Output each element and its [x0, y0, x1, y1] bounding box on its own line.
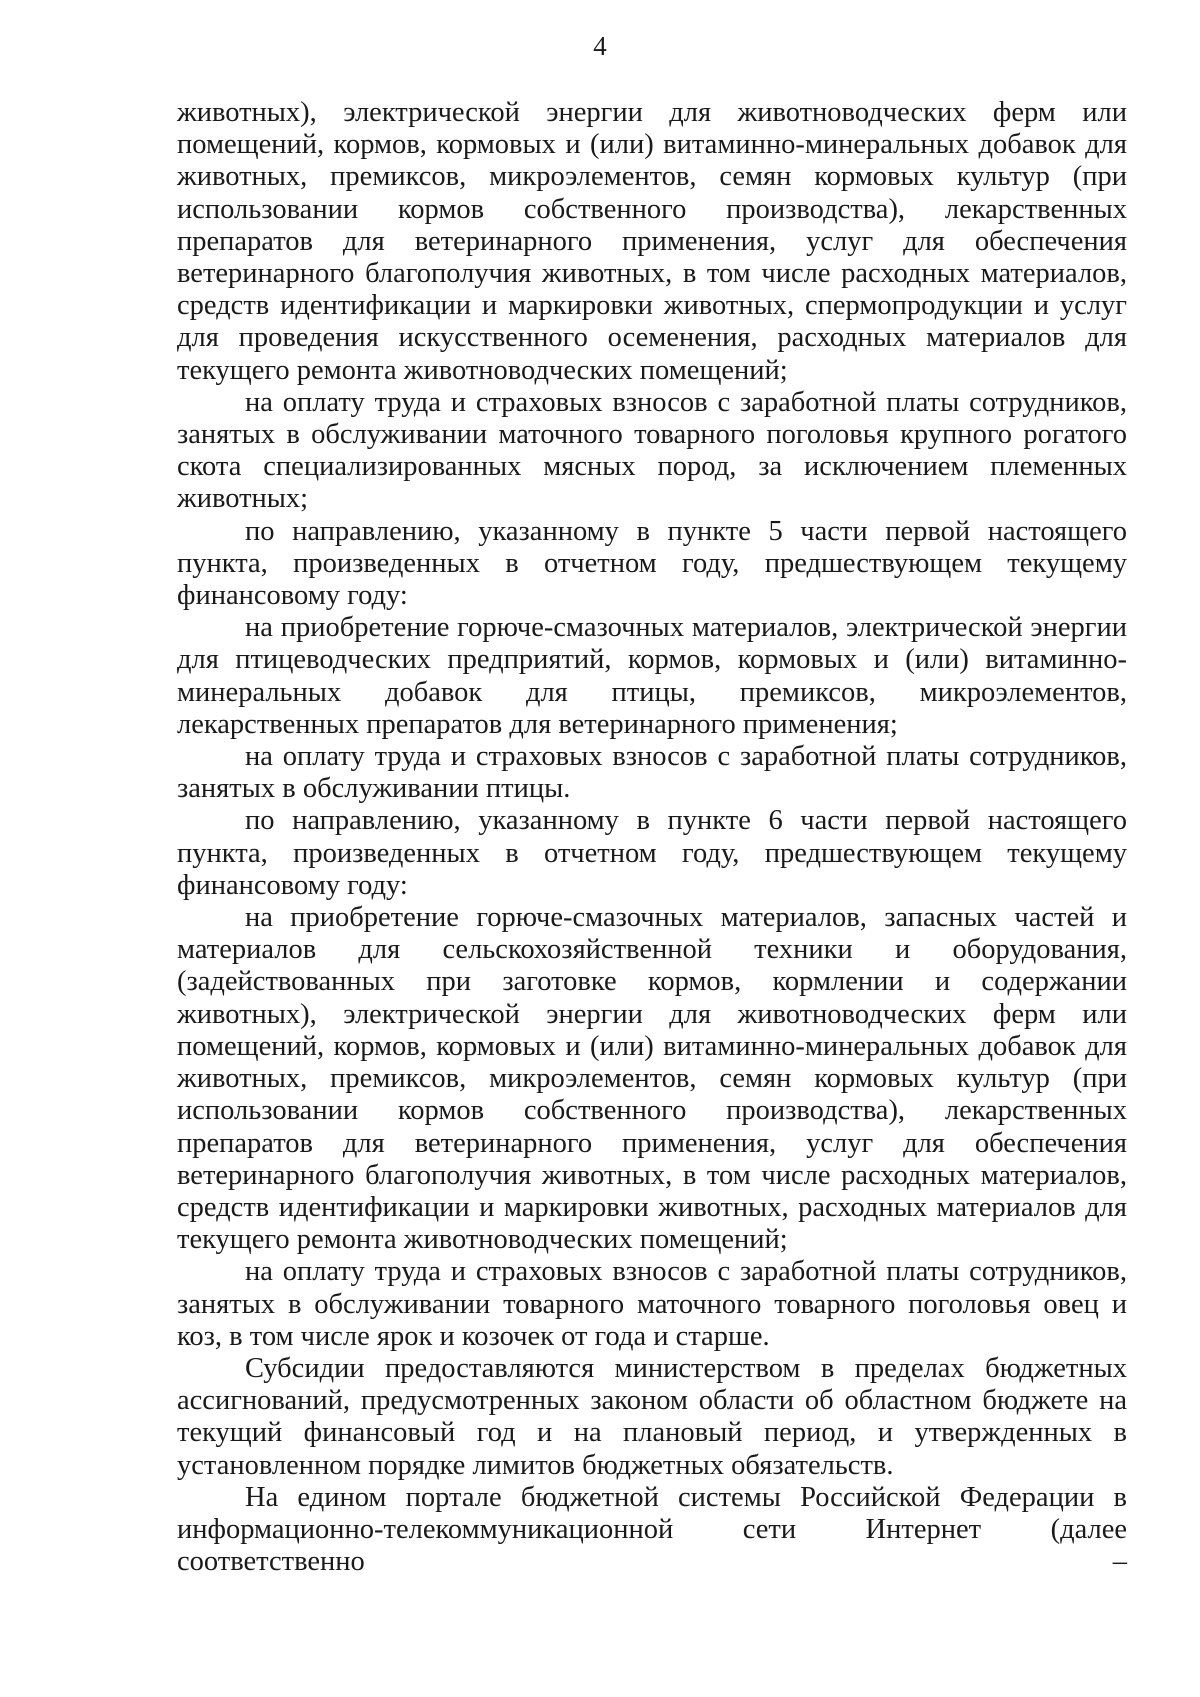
paragraph-subsidies: Субсидии предоставляются министерством в пределах бюджетных ассигнований, предусмотренных законом области об областном бюджете на текущий финансовый год и на плановый период, и утвержденных в установленном порядке лимитов бюджетных обязательств. [177, 1352, 1127, 1481]
paragraph-direction-5: по направлению, указанному в пункте 5 части первой настоящего пункта, произведенных в отчетном году, предшествующем текущему финансовому году: [177, 515, 1127, 612]
paragraph-poultry-supplies: на приобретение горюче-смазочных материалов, электрической энергии для птицеводческих предприятий, кормов, кормовых и (или) витаминно-минеральных добавок для птицы, премиксов, микроэлементов, лекарственных препаратов для ветеринарного применения; [177, 612, 1127, 740]
paragraph-labor-poultry: на оплату труда и страховых взносов с заработной платы сотрудников, занятых в обслуживании птицы. [177, 741, 1127, 805]
paragraph-direction-6: по направлению, указанному в пункте 6 части первой настоящего пункта, произведенных в отчетном году, предшествующем текущему финансовому году: [177, 805, 1127, 901]
document-body [177, 97, 1127, 1578]
paragraph-labor-sheep-goats: на оплату труда и страховых взносов с заработной платы сотрудников, занятых в обслуживании товарного маточного товарного поголовья овец и коз, в том числе ярок и козочек от года и старше. [177, 1256, 1127, 1352]
paragraph-labor-cattle: на оплату труда и страховых взносов с заработной платы сотрудников, занятых в обслуживании маточного товарного поголовья крупного рогатого скота специализированных мясных пород, за исключением племенных животных; [177, 386, 1127, 515]
paragraph-continuation: животных), электрической энергии для животноводческих ферм или помещений, кормов, кормовых и (или) витаминно-минеральных добавок для животных, премиксов, микроэлементов, семян кормовых культур (при использовании кормов собственного производства), лекарственных препаратов для ветеринарного применения, услуг для обеспечения ветеринарного благополучия животных, в том числе расходных материалов, средств идентификации и маркировки животных, спермопродукции и услуг для проведения искусственного осеменения, расходных материалов для текущего ремонта животноводческих помещений; [177, 97, 1127, 386]
page-number: 4 [593, 31, 607, 61]
paragraph-livestock-supplies: на приобретение горюче-смазочных материалов, запасных частей и материалов для сельскохозяйственной техники и оборудования, (задействованных при заготовке кормов, кормлении и содержании животных), электрической энергии для животноводческих ферм или помещений, кормов, кормовых и (или) витаминно-минеральных добавок для животных, премиксов, микроэлементов, семян кормовых культур (при использовании кормов собственного производства), лекарственных препаратов для ветеринарного применения, услуг для обеспечения ветеринарного благополучия животных, в том числе расходных материалов, средств идентификации и маркировки животных, расходных материалов для текущего ремонта животноводческих помещений; [177, 902, 1127, 1256]
paragraph-unified-portal: На едином портале бюджетной системы Российской Федерации в информационно-телекоммуникационной сети Интернет (далее соответственно – [177, 1481, 1127, 1578]
